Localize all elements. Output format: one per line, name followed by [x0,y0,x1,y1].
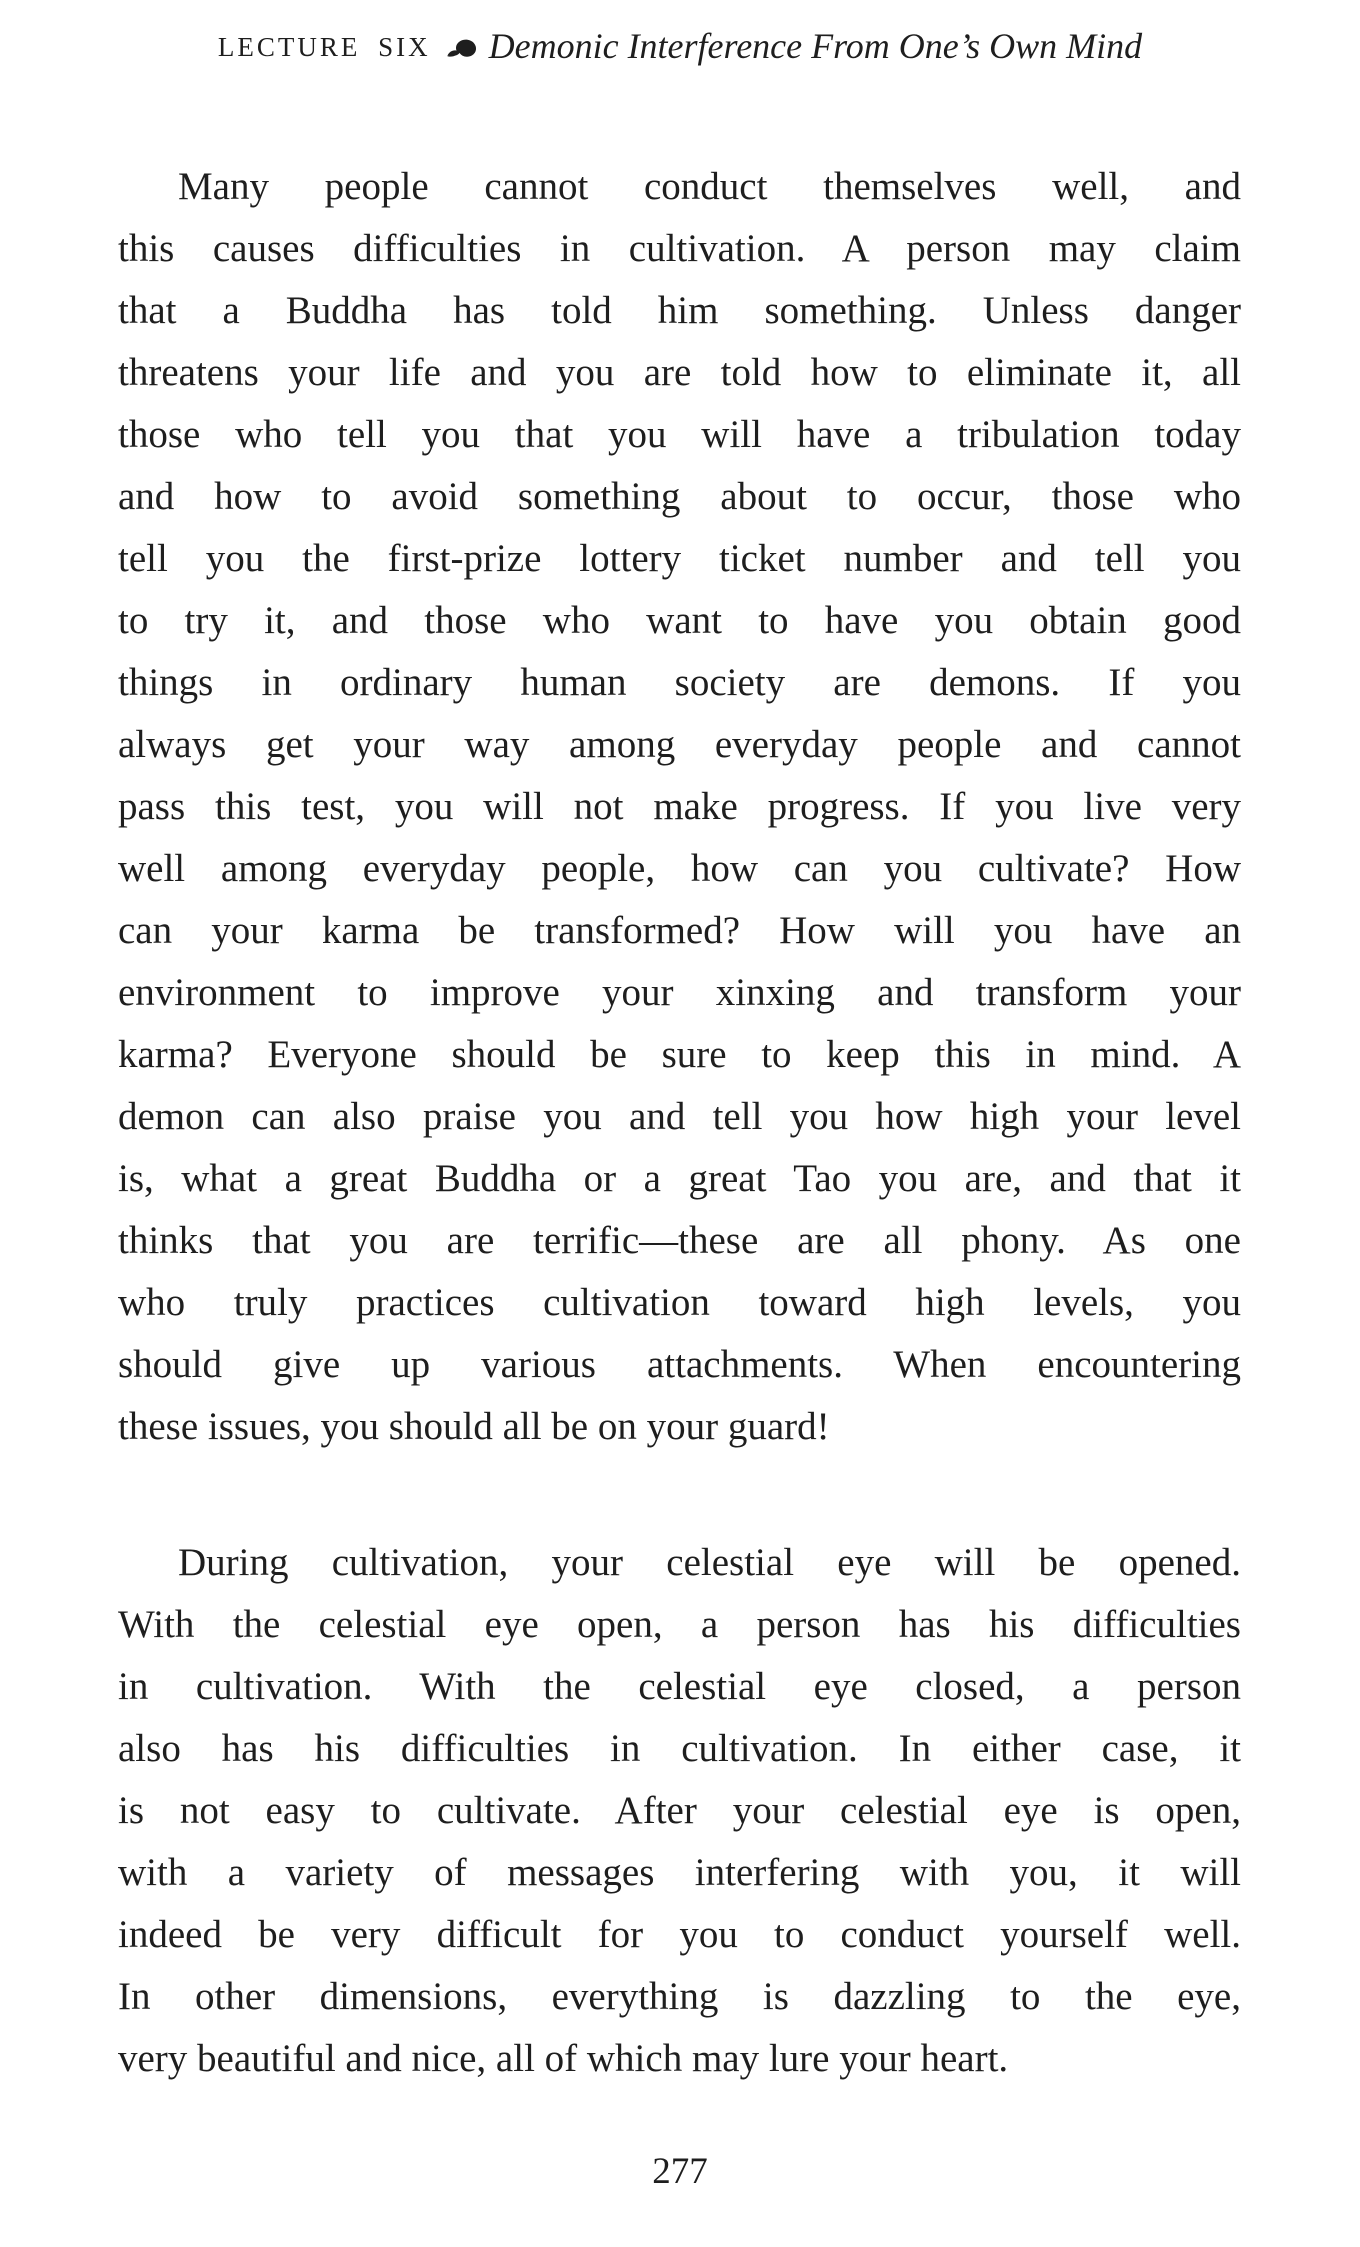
text-line: those who tell you that you will have a tribulation today [118,413,1241,456]
text-line: pass this test, you will not make progress. If you live very [118,785,1241,828]
text-line: very beautiful and nice, all of which may lure your heart. [118,2037,1009,2080]
text-line: also has his difficulties in cultivation. In either case, it [118,1727,1241,1770]
text-line: always get your way among everyday people and cannot [118,723,1241,766]
paragraph [118,1532,1241,2090]
text-line: who truly practices cultivation toward high levels, you [118,1281,1241,1324]
text-line: well among everyday people, how can you cultivate? How [118,847,1241,890]
chapter-title: Demonic Interference From One’s Own Mind [488,26,1143,66]
running-header [0,24,1360,76]
text-line: karma? Everyone should be sure to keep this in mind. A [118,1033,1241,1076]
text-line: During cultivation, your celestial eye will be opened. [178,1541,1241,1584]
text-line: can your karma be transformed? How will you have an [118,909,1241,952]
text-line: thinks that you are terrific—these are all phony. As one [118,1219,1241,1262]
text-line: is, what a great Buddha or a great Tao you are, and that it [118,1157,1241,1200]
text-line: indeed be very difficult for you to conduct yourself well. [118,1913,1241,1956]
lecture-number-label: LECTURE SIX [217,32,431,62]
text-line: this causes difficulties in cultivation. A person may claim [118,227,1241,270]
hedera-leaf-ornament-icon [445,34,479,62]
text-line: demon can also praise you and tell you how high your level [118,1095,1241,1138]
text-line: that a Buddha has told him something. Unless danger [118,289,1241,332]
page-number: 277 [652,2151,708,2192]
text-line: With the celestial eye open, a person has his difficulties [118,1603,1241,1646]
text-line: In other dimensions, everything is dazzling to the eye, [118,1975,1241,2018]
body-text [118,156,1241,2090]
text-line: Many people cannot conduct themselves well, and [178,165,1241,208]
text-line: threatens your life and you are told how to eliminate it, all [118,351,1241,394]
text-line: is not easy to cultivate. After your celestial eye is open, [118,1789,1241,1832]
text-line: and how to avoid something about to occur, those who [118,475,1241,518]
text-line: these issues, you should all be on your guard! [118,1405,830,1448]
text-line: with a variety of messages interfering with you, it will [118,1851,1241,1894]
text-line: things in ordinary human society are demons. If you [118,661,1241,704]
text-line: should give up various attachments. When encountering [118,1343,1241,1386]
text-line: to try it, and those who want to have you obtain good [118,599,1241,642]
text-line: environment to improve your xinxing and transform your [118,971,1241,1014]
paragraph [118,156,1241,1458]
text-line: in cultivation. With the celestial eye closed, a person [118,1665,1241,1708]
text-line: tell you the first-prize lottery ticket number and tell you [118,537,1241,580]
